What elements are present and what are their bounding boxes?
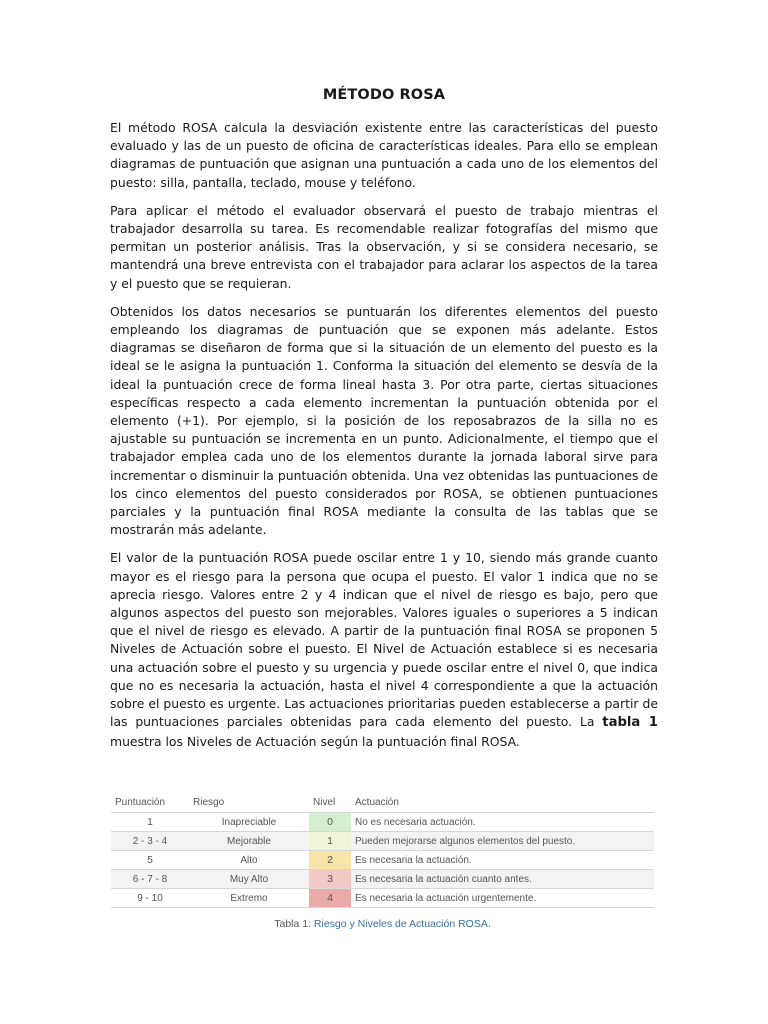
cell-actuacion: No es necesaria actuación. <box>351 813 654 832</box>
cell-actuacion: Es necesaria la actuación. <box>351 851 654 870</box>
cell-riesgo: Muy Alto <box>189 870 309 889</box>
paragraph-1: El método ROSA calcula la desviación existente entre las características del puesto evaluado y las de un puesto de oficina de características ideales. Para ello se emplean diagramas de puntuación que asignan una puntuación a cada uno de los elementos del puesto: silla, pantalla, teclado, mouse y teléfono. <box>110 120 658 190</box>
cell-nivel: 0 <box>309 813 351 832</box>
cell-puntuacion: 6 - 7 - 8 <box>111 870 189 889</box>
cell-puntuacion: 5 <box>111 851 189 870</box>
paragraph-4 <box>110 549 658 750</box>
table-row <box>111 889 654 908</box>
cell-actuacion: Es necesaria la actuación urgentemente. <box>351 889 654 908</box>
cell-nivel: 2 <box>309 851 351 870</box>
header-riesgo: Riesgo <box>189 792 309 813</box>
cell-puntuacion: 2 - 3 - 4 <box>111 832 189 851</box>
cell-riesgo: Extremo <box>189 889 309 908</box>
cell-nivel: 1 <box>309 832 351 851</box>
cell-actuacion: Pueden mejorarse algunos elementos del puesto. <box>351 832 654 851</box>
rosa-levels-table <box>111 792 654 908</box>
cell-nivel: 4 <box>309 889 351 908</box>
table-reference: tabla 1 <box>602 715 658 731</box>
paragraph-2: Para aplicar el método el evaluador observará el puesto de trabajo mientras el trabajador desarrolla su tarea. Es recomendable realizar fotografías del mismo que permitan un posterior análisis. Tras la observación, y si se considera necesario, se mantendrá una breve entrevista con el trabajador para aclarar los aspectos de la tarea y el puesto que se requieran. <box>110 202 658 291</box>
table-header-row <box>111 792 654 813</box>
document-title: MÉTODO ROSA <box>322 87 446 103</box>
header-nivel: Nivel <box>309 792 351 813</box>
header-puntuacion: Puntuación <box>111 792 189 813</box>
table-row <box>111 813 654 832</box>
caption-text: Riesgo y Niveles de Actuación ROSA. <box>311 918 491 930</box>
table-caption <box>111 918 654 930</box>
paragraph-4-text-before: El valor de la puntuación ROSA puede oscilar entre 1 y 10, siendo más grande cuanto mayor es el riesgo para la persona que ocupa el puesto. El valor 1 indica que no se aprecia riesgo. Valores entre 2 y 4 indican que el nivel de riesgo es bajo, pero que algunos aspectos del puesto son mejorables. Valores iguales o superiores a 5 indican que el nivel de riesgo es elevado. A partir de la puntuación final ROSA se proponen 5 Niveles de Actuación sobre el puesto. El Nivel de Actuación establece si es necesaria una actuación sobre el puesto y su urgencia y puede oscilar entre el nivel 0, que indica que no es necesaria la actuación, hasta el nivel 4 correspondiente a que la actuación sobre el puesto es urgente. Las actuaciones prioritarias pueden establecerse a partir de las puntuaciones parciales obtenidas para cada elemento del puesto. La <box>110 550 658 730</box>
cell-nivel: 3 <box>309 870 351 889</box>
paragraph-3: Obtenidos los datos necesarios se puntuarán los diferentes elementos del puesto empleando los diagramas de puntuación que se exponen más adelante. Estos diagramas se diseñaron de forma que si la situación de un elemento del puesto es la ideal se le asigna la puntuación 1. Conforma la situación del elemento se desvía de la ideal la puntuación crece de forma lineal hasta 3. Por otra parte, ciertas situaciones específicas respecto a cada elemento incrementan la puntuación obtenida por el elemento (+1). Por ejemplo, si la posición de los reposabrazos de la silla no es ajustable su puntuación se incrementa en un punto. Adicionalmente, el tiempo que el trabajador emplea cada uno de los elementos durante la jornada laboral sirve para incrementar o disminuir la puntuación obtenida. Una vez obtenidas las puntuaciones de los cinco elementos del puesto considerados por ROSA, se obtienen puntuaciones parciales y la puntuación final ROSA mediante la consulta de las tablas que se mostrarán más adelante. <box>110 303 658 538</box>
header-actuacion: Actuación <box>351 792 654 813</box>
paragraph-4-text-after: muestra los Niveles de Actuación según la puntuación final ROSA. <box>110 733 520 749</box>
cell-puntuacion: 9 - 10 <box>111 889 189 908</box>
table-row <box>111 870 654 889</box>
cell-riesgo: Alto <box>189 851 309 870</box>
table-row <box>111 832 654 851</box>
cell-riesgo: Inapreciable <box>189 813 309 832</box>
rosa-table-figure <box>111 792 654 930</box>
table-row <box>111 851 654 870</box>
caption-label: Tabla 1: <box>274 918 311 930</box>
cell-actuacion: Es necesaria la actuación cuanto antes. <box>351 870 654 889</box>
cell-puntuacion: 1 <box>111 813 189 832</box>
cell-riesgo: Mejorable <box>189 832 309 851</box>
document-body <box>110 119 658 761</box>
